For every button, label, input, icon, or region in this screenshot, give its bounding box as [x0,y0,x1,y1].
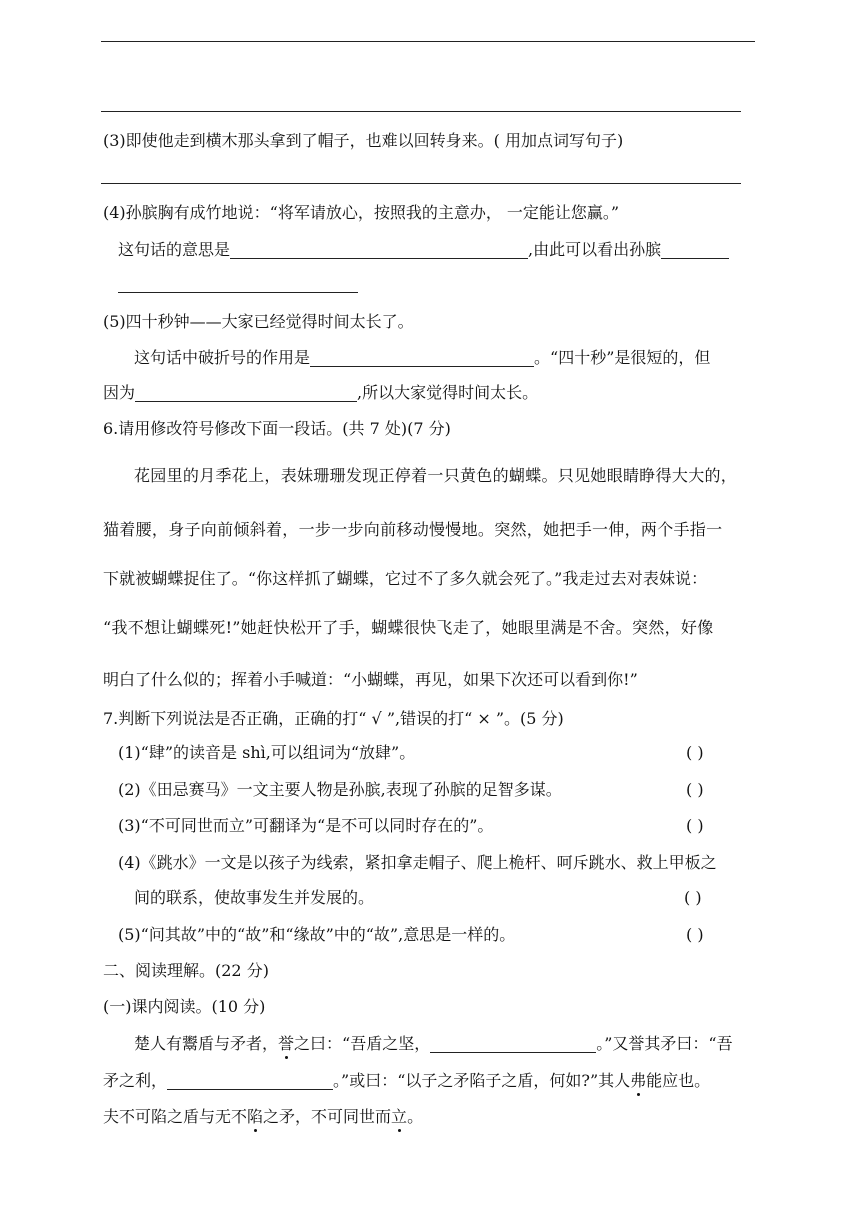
q6-title: 6.请用修改符号修改下面一段话。(共 7 处)(7 分) [103,419,451,438]
q5-item4-blank-1[interactable] [230,242,528,259]
q5-item5-text-b: 。“四十秒”是很短的，但 [534,348,711,367]
passage-text-3a: 夫不可陷之盾与无不 [103,1107,248,1126]
q5-item3: (3)即使他走到横木那头拿到了帽子，也难以回转身来。( 用加点词写句子) [103,131,624,150]
q6-line-3: 下就被蝴蝶捉住了。“你这样抓了蝴蝶，它过不了多久就会死了。”我走过去对表妹说： [103,569,708,588]
passage-blank-1[interactable] [430,1036,596,1053]
dotted-char-xian: 陷 [247,1107,264,1126]
q7-item-1: (1)“肆”的读音是 shì,可以组词为“放肆”。 [118,743,416,762]
passage-text-2c: 能应也。 [646,1071,711,1090]
passage-line-3 [103,1109,423,1125]
q7-paren-4[interactable]: ( ) [684,888,702,907]
q5-item5-line3 [103,385,538,402]
q5-item4-text-a: 这句话的意思是 [118,240,231,259]
dotted-char-fu: 弗 [630,1071,647,1090]
q7-item-4-cont: 间的联系，使故事发生并发展的。 [134,888,375,907]
section2-title: 二、阅读理解。(22 分) [103,961,269,980]
q5-item4-blank-2[interactable] [661,242,729,259]
section2-sub1: (一)课内阅读。(10 分) [103,997,266,1016]
q6-line-5: 明白了什么似的；挥着小手喊道：“小蝴蝶，再见，如果下次还可以看到你!” [103,670,638,689]
q5-item5-blank-2[interactable] [135,385,357,402]
q7-paren-2[interactable]: ( ) [686,780,704,799]
dotted-char-yu: 誉 [278,1034,295,1053]
q5-item4-line2 [118,242,729,259]
q7-item-5: (5)“问其故”中的“故”和“缘故”中的“故”,意思是一样的。 [118,925,516,944]
passage-blank-2[interactable] [167,1073,333,1090]
answer-line-2 [101,111,741,112]
passage-text-1a: 楚人有鬻盾与矛者， [134,1034,279,1053]
passage-line-1 [134,1036,733,1053]
passage-text-2b: 。”或曰：“以子之矛陷子之盾，何如?”其人 [333,1071,631,1090]
q5-item5-text-a: 这句话中破折号的作用是 [134,348,311,367]
q5-item5-blank-1[interactable] [310,350,534,367]
q5-item5-line2 [134,350,710,367]
q6-line-4: “我不想让蝴蝶死!”她赶快松开了手，蝴蝶很快飞走了，她眼里满是不舍。突然，好像 [103,618,714,637]
q5-item5: (5)四十秒钟——大家已经觉得时间太长了。 [103,312,414,331]
q7-title: 7.判断下列说法是否正确，正确的打“ √ ”,错误的打“ × ”。(5 分) [103,709,564,728]
passage-line-2 [103,1073,710,1090]
passage-text-1c: 。”又誉其矛曰：“吾 [596,1034,733,1053]
dotted-char-li: 立 [391,1107,408,1126]
q7-item-3: (3)“不可同世而立”可翻译为“是不可以同时存在的”。 [118,816,494,835]
passage-text-1b: 之曰：“吾盾之坚， [294,1034,431,1053]
passage-text-3b: 之矛，不可同世而 [263,1107,392,1126]
q5-item4-text-b: ,由此可以看出孙膑 [528,240,662,259]
answer-line-3 [101,183,741,184]
q6-line-1: 花园里的月季花上，表妹珊珊发现正停着一只黄色的蝴蝶。只见她眼睛睁得大大的， [134,466,738,485]
q7-item-4: (4)《跳水》一文是以孩子为线索，紧扣拿走帽子、爬上桅杆、呵斥跳水、救上甲板之 [118,853,717,872]
q7-paren-3[interactable]: ( ) [686,816,704,835]
q7-item-2: (2)《田忌赛马》一文主要人物是孙膑,表现了孙膑的足智多谋。 [118,780,562,799]
q5-item4: (4)孙膑胸有成竹地说：“将军请放心，按照我的主意办， 一定能让您赢。” [103,203,620,222]
q5-item5-text-d: ,所以大家觉得时间太长。 [357,383,539,402]
q6-line-2: 猫着腰，身子向前倾斜着，一步一步向前移动慢慢地。突然，她把手一伸，两个手指一 [103,520,723,539]
passage-text-3c: 。 [407,1107,424,1126]
q5-item5-text-c: 因为 [103,383,136,402]
q5-item4-answer-line[interactable] [118,292,358,293]
passage-text-2a: 矛之利， [103,1071,168,1090]
answer-line-1 [101,41,755,42]
q7-paren-5[interactable]: ( ) [686,925,704,944]
q7-paren-1[interactable]: ( ) [686,743,704,762]
